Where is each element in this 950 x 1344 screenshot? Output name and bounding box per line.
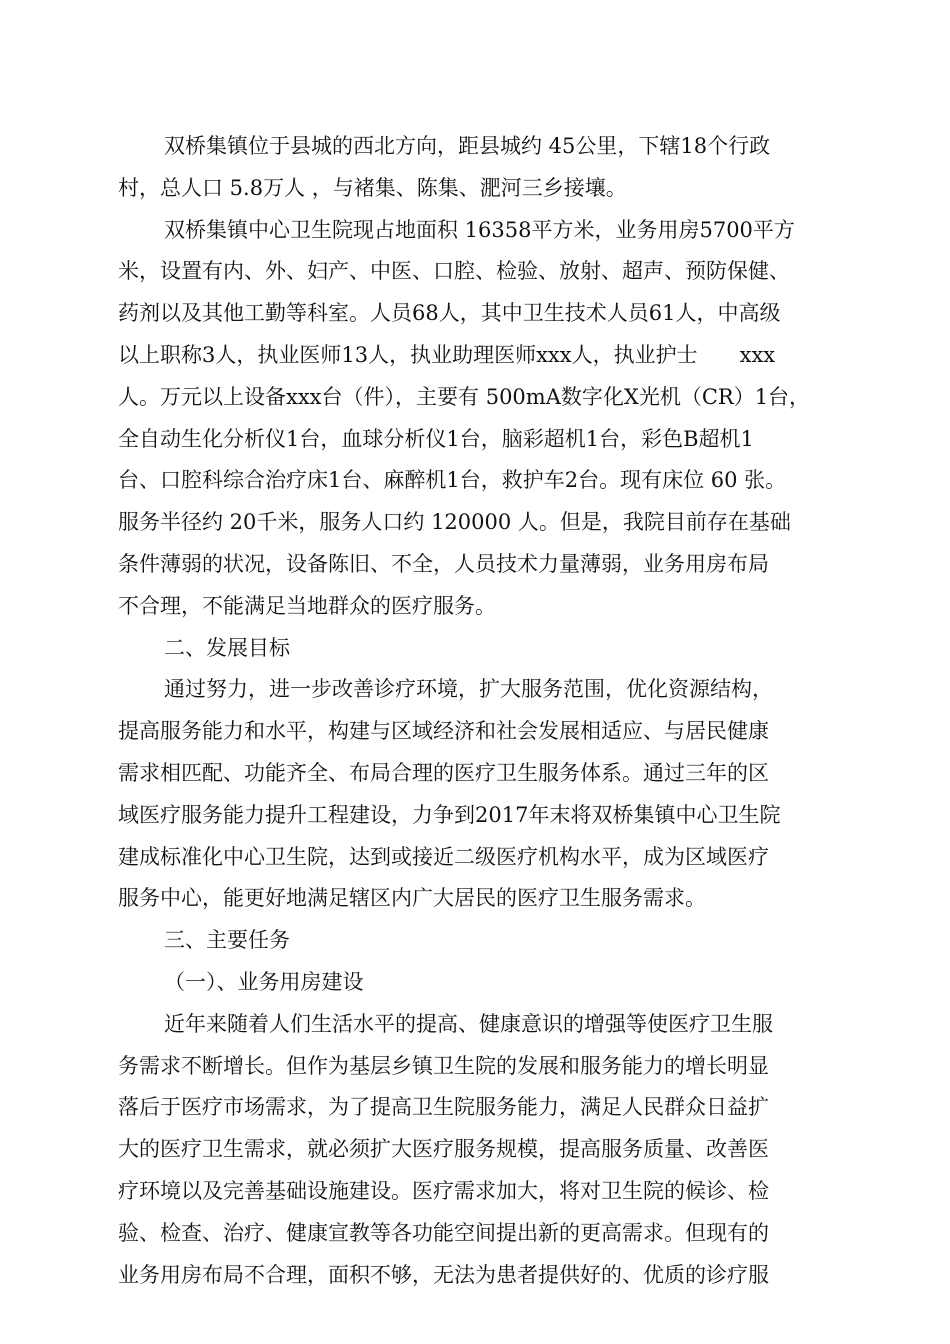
paragraph-line: 人。万元以上设备xxx台（件），主要有 500mA数字化X光机（CR）1台， — [118, 384, 811, 409]
paragraph-line: 近年来随着人们生活水平的提高、健康意识的增强等使医疗卫生服 — [164, 1011, 773, 1036]
paragraph-line: 服务半径约 20千米，服务人口约 120000 人。但是，我院目前存在基础 — [118, 510, 791, 535]
paragraph-line: 验、检查、治疗、健康宣教等各功能空间提出新的更高需求。但现有的 — [118, 1220, 769, 1245]
paragraph-line: 疗环境以及完善基础设施建设。医疗需求加大，将对卫生院的候诊、检 — [118, 1178, 769, 1203]
paragraph-line: 双桥集镇中心卫生院现占地面积 16358平方米，业务用房5700平方 — [164, 217, 795, 242]
paragraph-line: 务需求不断增长。但作为基层乡镇卫生院的发展和服务能力的增长明显 — [118, 1053, 769, 1078]
paragraph-line: 大的医疗卫生需求，就必须扩大医疗服务规模，提高服务质量、改善医 — [118, 1137, 769, 1162]
paragraph-line: 提高服务能力和水平，构建与区域经济和社会发展相适应、与居民健康 — [118, 719, 769, 744]
paragraph-line: 以上职称3人，执业医师13人，执业助理医师xxx人，执业护士 xxx — [118, 342, 776, 367]
document-body — [118, 126, 838, 1296]
paragraph-line: 不合理，不能满足当地群众的医疗服务。 — [118, 593, 496, 618]
paragraph-line: 全自动生化分析仪1台，血球分析仪1台，脑彩超机1台，彩色B超机1 — [118, 426, 754, 451]
paragraph-line: 服务中心，能更好地满足辖区内广大居民的医疗卫生服务需求。 — [118, 886, 706, 911]
paragraph-line: 域医疗服务能力提升工程建设，力争到2017年末将双桥集镇中心卫生院 — [118, 802, 781, 827]
paragraph-line: 需求相匹配、功能齐全、布局合理的医疗卫生服务体系。通过三年的区 — [118, 760, 769, 785]
subsection-heading: （一）、业务用房建设 — [164, 969, 364, 994]
paragraph-line: 条件薄弱的状况，设备陈旧、不全，人员技术力量薄弱，业务用房布局 — [118, 551, 769, 576]
paragraph-line: 业务用房布局不合理，面积不够，无法为患者提供好的、优质的诊疗服 — [118, 1262, 769, 1287]
paragraph-line: 建成标准化中心卫生院，达到或接近二级医疗机构水平，成为区域医疗 — [118, 844, 769, 869]
paragraph-line: 双桥集镇位于县城的西北方向，距县城约 45公里，下辖18个行政 — [164, 134, 771, 158]
paragraph-line: 台、口腔科综合治疗床1台、麻醉机1台，救护车2台。现有床位 60 张。 — [118, 468, 787, 493]
paragraph-line: 落后于医疗市场需求，为了提高卫生院服务能力，满足人民群众日益扩 — [118, 1095, 769, 1120]
section-heading: 二、发展目标 — [164, 635, 290, 660]
paragraph-line: 通过努力，进一步改善诊疗环境，扩大服务范围，优化资源结构， — [164, 677, 773, 702]
paragraph-line: 米，设置有内、外、妇产、中医、口腔、检验、放射、超声、预防保健、 — [118, 259, 790, 284]
paragraph-line: 药剂以及其他工勤等科室。人员68人，其中卫生技术人员61人，中高级 — [118, 301, 781, 326]
paragraph-line: 村，总人口 5.8万人 ，与褚集、陈集、淝河三乡接壤。 — [118, 175, 627, 200]
section-heading: 三、主要任务 — [164, 928, 290, 953]
